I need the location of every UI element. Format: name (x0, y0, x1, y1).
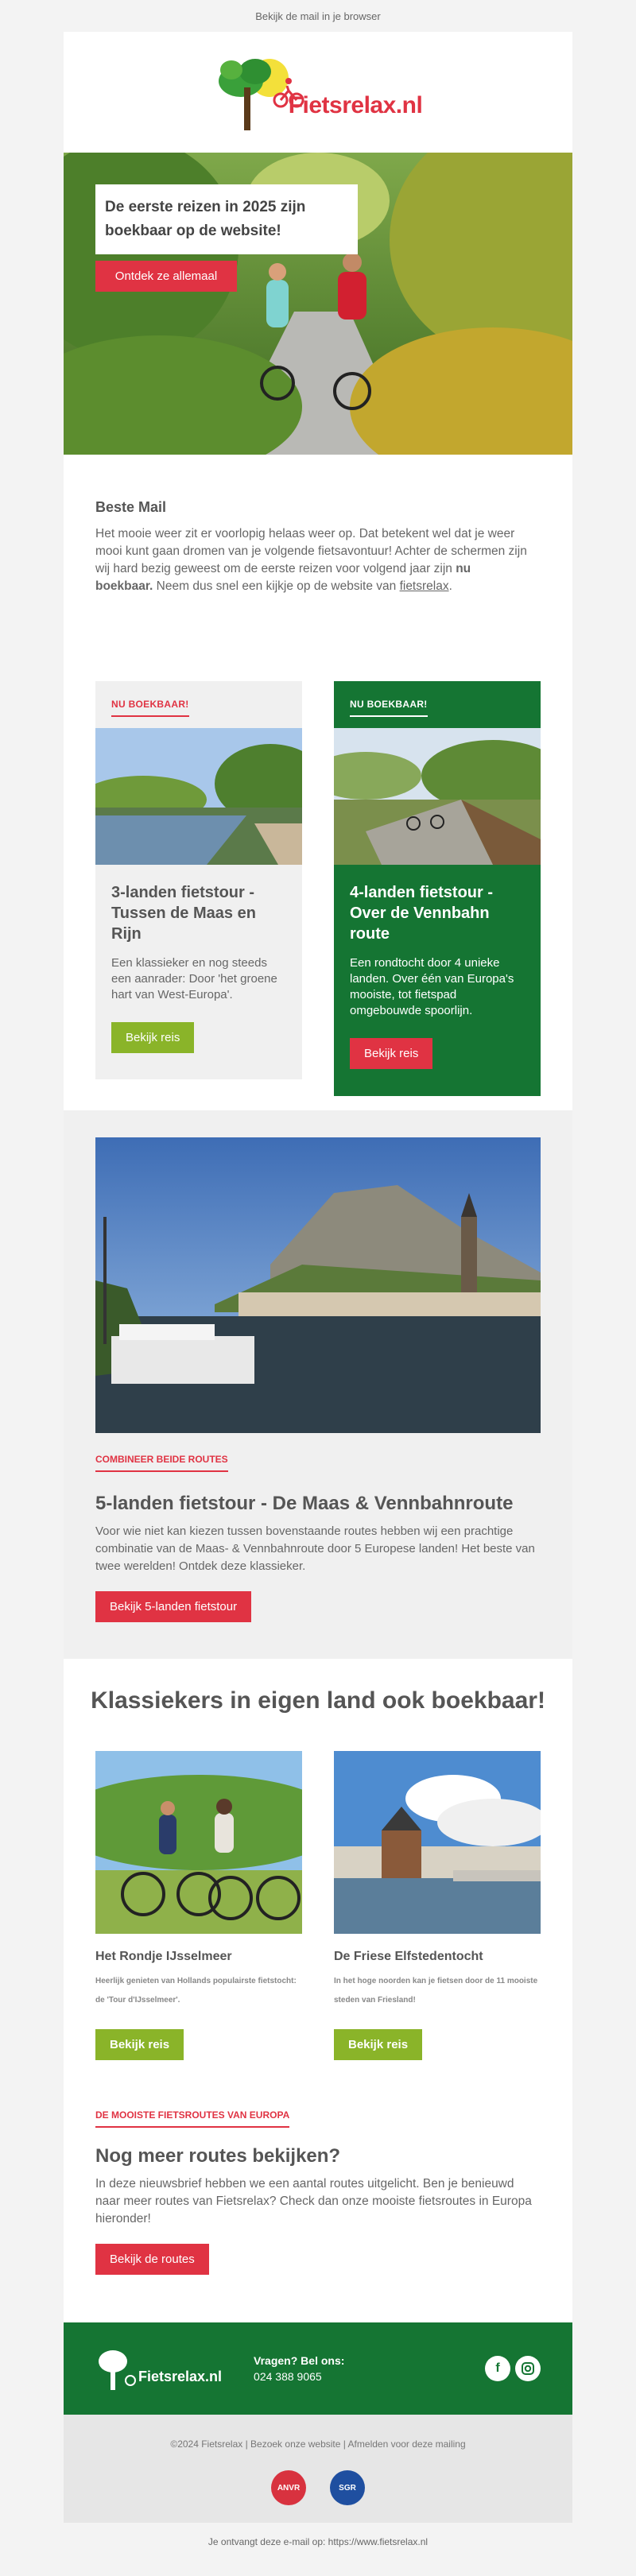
view-classic-button[interactable]: Bekijk reis (95, 2029, 184, 2060)
fietsrelax-logo[interactable] (214, 51, 423, 134)
discover-all-button[interactable]: Ontdek ze allemaal (95, 261, 237, 292)
tour-desc: Een klassieker en nog steeds een aanrader: Door 'het groene hart van West-Europa'. (111, 956, 277, 1001)
fietsrelax-link[interactable]: fietsrelax (399, 579, 449, 593)
logo-header (64, 32, 572, 153)
footer-logo-text: Fietsrelax.nl (138, 2369, 223, 2384)
recipient-note: Je ontvangt deze e-mail op: https://www.fietsrelax.nl (207, 2536, 429, 2547)
combine-section (64, 1110, 572, 1659)
tour-card-3-landen (95, 681, 302, 1079)
classics-title: Klassiekers in eigen land ook boekbaar! (91, 1687, 545, 1714)
tour-image-maas-river (95, 728, 302, 865)
intro-text: Het mooie weer zit er voorlopig helaas weer op. Dat betekent wel dat je weer mooi kunt gaan dromen van je volgende fietsavontuur! Achter de schermen zijn wij hard bezig geweest om de eerste reizen voor volgend jaar zijn nu boekbaar. Neem dus snel een kijkje op de website van fietsrelax. (95, 527, 527, 593)
bottom-bar (64, 2415, 572, 2523)
combine-image-dinant (95, 1137, 541, 1433)
combine-desc: Voor wie niet kan kiezen tussen bovenstaande routes hebben wij een prachtige combinatie van de Maas- & Vennbahnroute door 5 Europese landen! Het beste van twee werelden! Ontdek deze klassieker. (95, 1524, 535, 1573)
social-links (485, 2356, 541, 2381)
more-title: Nog meer routes bekijken? (95, 2145, 341, 2167)
certification-badges (64, 2470, 572, 2505)
combine-tag: COMBINEER BEIDE ROUTES (95, 1454, 228, 1472)
view-tour-button[interactable]: Bekijk reis (111, 1022, 194, 1053)
sgr-badge-icon: SGR (330, 2470, 365, 2505)
instagram-icon[interactable] (515, 2356, 541, 2381)
hero-card (95, 184, 358, 254)
view-tour-button[interactable]: Bekijk reis (350, 1038, 432, 1069)
tour-tag: NU BOEKBAAR! (111, 699, 189, 717)
tour-desc: Een rondtocht door 4 unieke landen. Over één van Europa's mooiste, tot fietspad omgebouwde spoorlijn. (350, 956, 514, 1017)
combine-title: 5-landen fietstour - De Maas & Vennbahnroute (95, 1493, 514, 1514)
classic-title: Het Rondje IJsselmeer (95, 1950, 232, 1963)
view-classic-button[interactable]: Bekijk reis (334, 2029, 422, 2060)
footer (64, 2322, 572, 2415)
classic-title: De Friese Elfstedentocht (334, 1950, 483, 1963)
tree-bike-logo-icon (95, 2346, 143, 2392)
call-label: Vragen? Bel ons: (254, 2354, 345, 2367)
tour-tag: NU BOEKBAAR! (350, 699, 428, 717)
classic-card-ijsselmeer (95, 1751, 302, 2060)
classic-card-elfstedentocht (334, 1751, 541, 2060)
classic-desc: Heerlijk genieten van Hollands populairste fietstocht: de 'Tour d'IJsselmeer'. (95, 1977, 297, 2005)
hero-title: De eerste reizen in 2025 zijn boekbaar op de website! (105, 199, 306, 239)
more-routes-section (64, 2060, 572, 2322)
logo-text: Fietsrelax.nl (288, 92, 423, 118)
tour-title: 3-landen fietstour - Tussen de Maas en Rijn (111, 884, 256, 943)
footer-logo[interactable] (95, 2346, 222, 2392)
classic-image-cyclists (95, 1751, 302, 1934)
facebook-icon[interactable]: f (485, 2356, 510, 2381)
tour-card-4-landen (334, 681, 541, 1096)
hero-banner (64, 153, 572, 455)
greeting: Beste Mail (95, 499, 167, 515)
more-tag: DE MOOISTE FIETSROUTES VAN EUROPA (95, 2109, 289, 2128)
view-in-browser-link[interactable]: Bekijk de mail in je browser (255, 10, 381, 22)
classic-desc: In het hoge noorden kan je fietsen door de 11 mooiste steden van Friesland! (334, 1977, 538, 2005)
tour-image-vennbahn (334, 728, 541, 865)
tour-cards (64, 649, 572, 1110)
view-routes-button[interactable]: Bekijk de routes (95, 2244, 209, 2275)
copyright-links[interactable]: ©2024 Fietsrelax | Bezoek onze website | Afmelden voor deze mailing (170, 2438, 466, 2450)
classics-grid (64, 1751, 572, 2060)
email-container (64, 32, 572, 2523)
footer-contact (254, 2353, 344, 2384)
classic-image-friesland (334, 1751, 541, 1934)
view-5-landen-button[interactable]: Bekijk 5-landen fietstour (95, 1591, 251, 1622)
anvr-badge-icon: ANVR (271, 2470, 306, 2505)
view-in-browser-bar (0, 0, 636, 32)
tour-title: 4-landen fietstour - Over de Vennbahn route (350, 884, 494, 943)
intro-section (64, 455, 572, 649)
more-desc: In deze nieuwsbrief hebben we een aantal routes uitgelicht. Ben je benieuwd naar meer routes van Fietsrelax? Check dan onze mooiste fietsroutes in Europa hieronder! (95, 2177, 532, 2225)
phone-number[interactable]: 024 388 9065 (254, 2370, 322, 2383)
